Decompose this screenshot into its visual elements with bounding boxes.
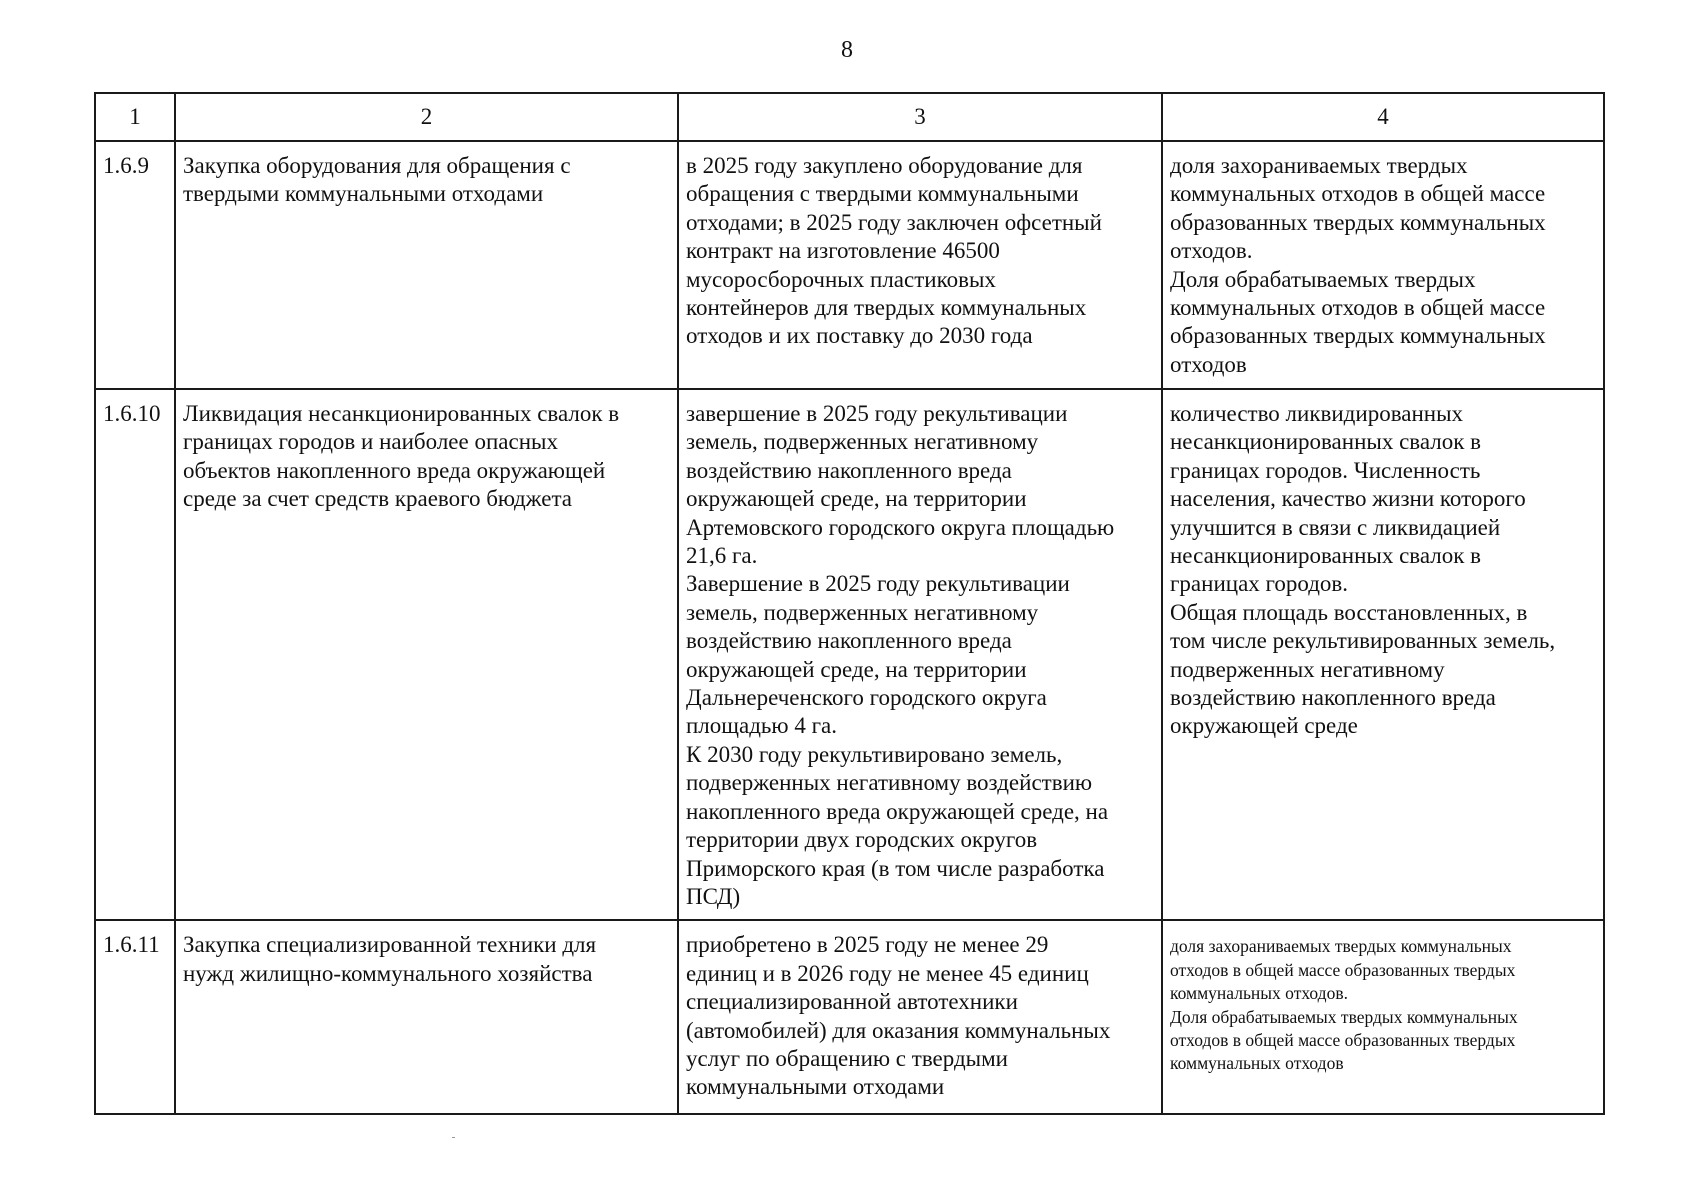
- table-row: [95, 141, 1604, 389]
- table-row: [95, 389, 1604, 920]
- header-cell-4: 4: [1162, 93, 1604, 141]
- measure-name: Ликвидация несанкционированных свалок в границах городов и наиболее опасных объектов накопленного вреда окружающей среде за счет средств краевого бюджета: [175, 389, 678, 920]
- indicators: количество ликвидированных несанкционированных свалок в границах городов. Численность населения, качество жизни которого улучшится в связи с ликвидацией несанкционированных свалок в границах городов. Общая площадь восстановленных, в том числе рекультивированных земель, подверженных негативному воздействию накопленного вреда окружающей среде: [1162, 389, 1604, 920]
- expected-result: завершение в 2025 году рекультивации земель, подверженных негативному воздействию накопленного вреда окружающей среде, на территории Артемовского городского округа площадью 21,6 га. Завершение в 2025 году рекультивации земель, подверженных негативному воздействию накопленного вреда окружающей среде, на территории Дальнереченского городского округа площадью 4 га. К 2030 году рекультивировано земель, подверженных негативному воздействию накопленного вреда окружающей среде, на территории двух городских округов Приморского края (в том числе разработка ПСД): [678, 389, 1162, 920]
- header-cell-3: 3: [678, 93, 1162, 141]
- scan-speck: [452, 1137, 455, 1138]
- row-number: 1.6.10: [95, 389, 175, 920]
- measure-name: Закупка оборудования для обращения с твердыми коммунальными отходами: [175, 141, 678, 389]
- measures-table: [94, 92, 1605, 1115]
- measure-name: Закупка специализированной техники для нужд жилищно-коммунального хозяйства: [175, 920, 678, 1114]
- header-cell-1: 1: [95, 93, 175, 141]
- header-cell-2: 2: [175, 93, 678, 141]
- row-number: 1.6.9: [95, 141, 175, 389]
- expected-result: приобретено в 2025 году не менее 29 единиц и в 2026 году не менее 45 единиц специализированной автотехники (автомобилей) для оказания коммунальных услуг по обращению с твердыми коммунальными отходами: [678, 920, 1162, 1114]
- table-header-row: [95, 93, 1604, 141]
- indicators: доля захораниваемых твердых коммунальных отходов в общей массе образованных твердых коммунальных отходов. Доля обрабатываемых твердых коммунальных отходов в общей массе образованных твердых коммунальных отходов: [1162, 141, 1604, 389]
- table-row: [95, 920, 1604, 1114]
- page-number: 8: [841, 37, 853, 63]
- row-number: 1.6.11: [95, 920, 175, 1114]
- expected-result: в 2025 году закуплено оборудование для обращения с твердыми коммунальными отходами; в 2025 году заключен офсетный контракт на изготовление 46500 мусоросборочных пластиковых контейнеров для твердых коммунальных отходов и их поставку до 2030 года: [678, 141, 1162, 389]
- indicators: доля захораниваемых твердых коммунальных отходов в общей массе образованных твердых коммунальных отходов. Доля обрабатываемых твердых коммунальных отходов в общей массе образованных твердых коммунальных отходов: [1162, 920, 1604, 1114]
